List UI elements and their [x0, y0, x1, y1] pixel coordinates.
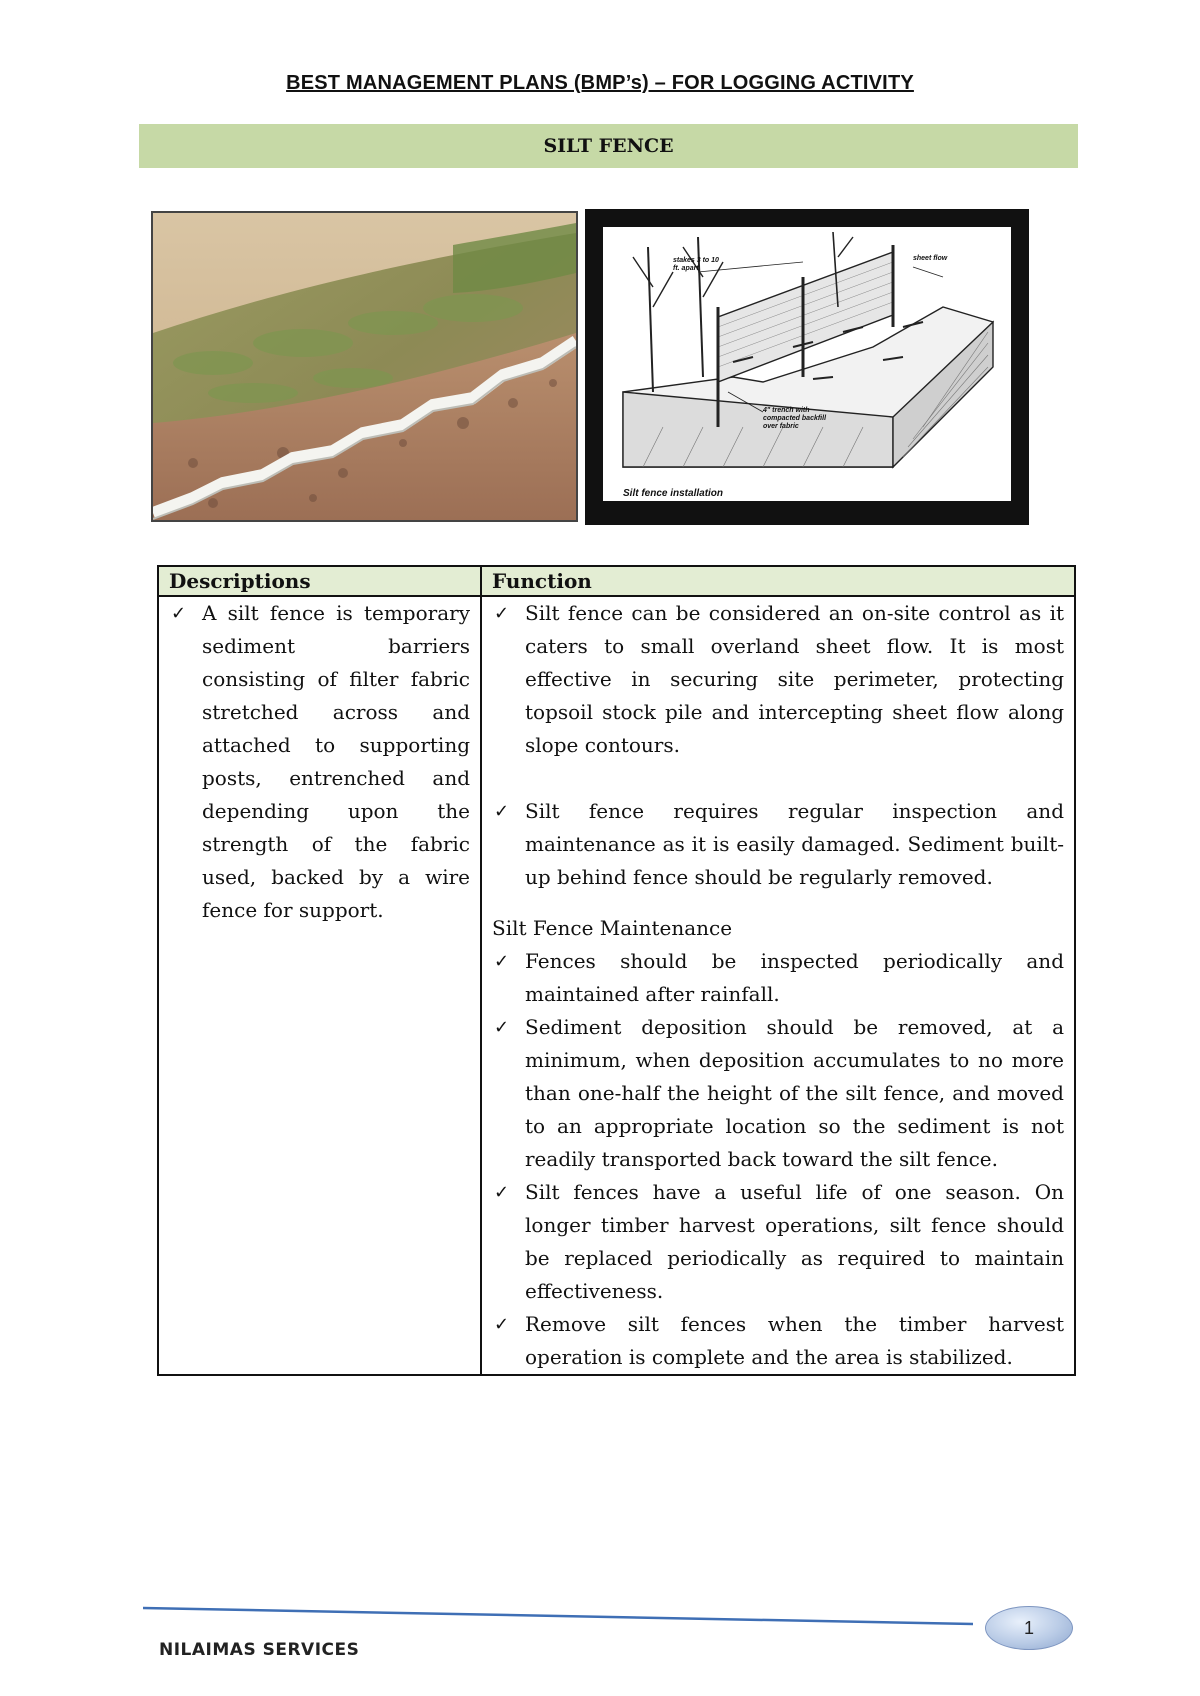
page-number: 1: [1023, 1617, 1034, 1638]
silt-fence-photo: [151, 211, 578, 522]
page-number-badge: [985, 1606, 1073, 1650]
footer-divider: [143, 1606, 973, 1626]
section-banner: [139, 124, 1078, 168]
spacer: [492, 762, 1064, 795]
table-header-row: [158, 566, 1075, 596]
maintenance-text: Remove silt fences when the timber harvest operation is complete and the area is stabilized.: [525, 1312, 1064, 1369]
maintenance-text: Fences should be inspected periodically and maintained after rainfall.: [525, 949, 1064, 1006]
silt-fence-diagram-image: [603, 227, 1011, 501]
bmp-table: [157, 565, 1076, 1376]
function-text: Silt fence can be considered an on-site control as it caters to small overland sheet flow. It is most effective in securing site perimeter, protecting topsoil stock pile and intercepting sheet flow along slope contours.: [525, 601, 1064, 757]
function-text: Silt fence requires regular inspection and maintenance as it is easily damaged. Sediment built-up behind fence should be regularly removed.: [525, 799, 1064, 889]
header-descriptions: Descriptions: [158, 566, 481, 596]
maintenance-text: Sediment deposition should be removed, at a minimum, when deposition accumulates to no more than one-half the height of the silt fence, and moved to an appropriate location so the sediment is not readily transported back toward the silt fence.: [525, 1015, 1064, 1171]
company-name: NILAIMAS SERVICES: [159, 1640, 360, 1660]
table-row: [158, 596, 1075, 1375]
check-icon: ✓: [494, 1182, 510, 1203]
check-icon: ✓: [494, 1017, 510, 1038]
list-item: [492, 945, 1064, 1011]
maintenance-heading: Silt Fence Maintenance: [492, 916, 733, 940]
function-list: [492, 597, 1064, 894]
list-item: [492, 1011, 1064, 1176]
descriptions-cell: [158, 596, 481, 1375]
list-item: [492, 1308, 1064, 1374]
section-title: SILT FENCE: [543, 135, 674, 157]
check-icon: ✓: [494, 951, 510, 972]
silt-fence-diagram-drawing: [603, 227, 1011, 501]
silt-fence-photo-image: [153, 213, 576, 520]
page-title: BEST MANAGEMENT PLANS (BMP’s) – FOR LOGGING ACTIVITY: [286, 72, 914, 94]
list-item: [169, 597, 470, 927]
diagram-caption: Silt fence installation: [623, 488, 724, 499]
stakes-label: stakes 3 to 10 ft. apart: [673, 257, 719, 272]
descriptions-list: [169, 597, 470, 927]
maintenance-list: [492, 945, 1064, 1374]
header-function: Function: [481, 566, 1075, 596]
check-icon: ✓: [171, 603, 187, 624]
sheet-flow-label: sheet flow: [913, 255, 948, 262]
check-icon: ✓: [494, 801, 510, 822]
silt-fence-diagram: [585, 209, 1029, 525]
trench-label: 4" trench with compacted backfill over fabric: [763, 407, 827, 430]
list-item: [492, 1176, 1064, 1308]
function-cell: [481, 596, 1075, 1375]
check-icon: ✓: [494, 603, 510, 624]
list-item: [492, 795, 1064, 894]
maintenance-text: Silt fences have a useful life of one season. On longer timber harvest operations, silt fence should be replaced periodically as required to maintain effectiveness.: [525, 1180, 1064, 1303]
check-icon: ✓: [494, 1314, 510, 1335]
list-item: [492, 597, 1064, 762]
description-text: A silt fence is temporary sediment barriers consisting of filter fabric stretched across and attached to supporting posts, entrenched and depending upon the strength of the fabric used, backed by a wire fence for support.: [202, 601, 470, 922]
